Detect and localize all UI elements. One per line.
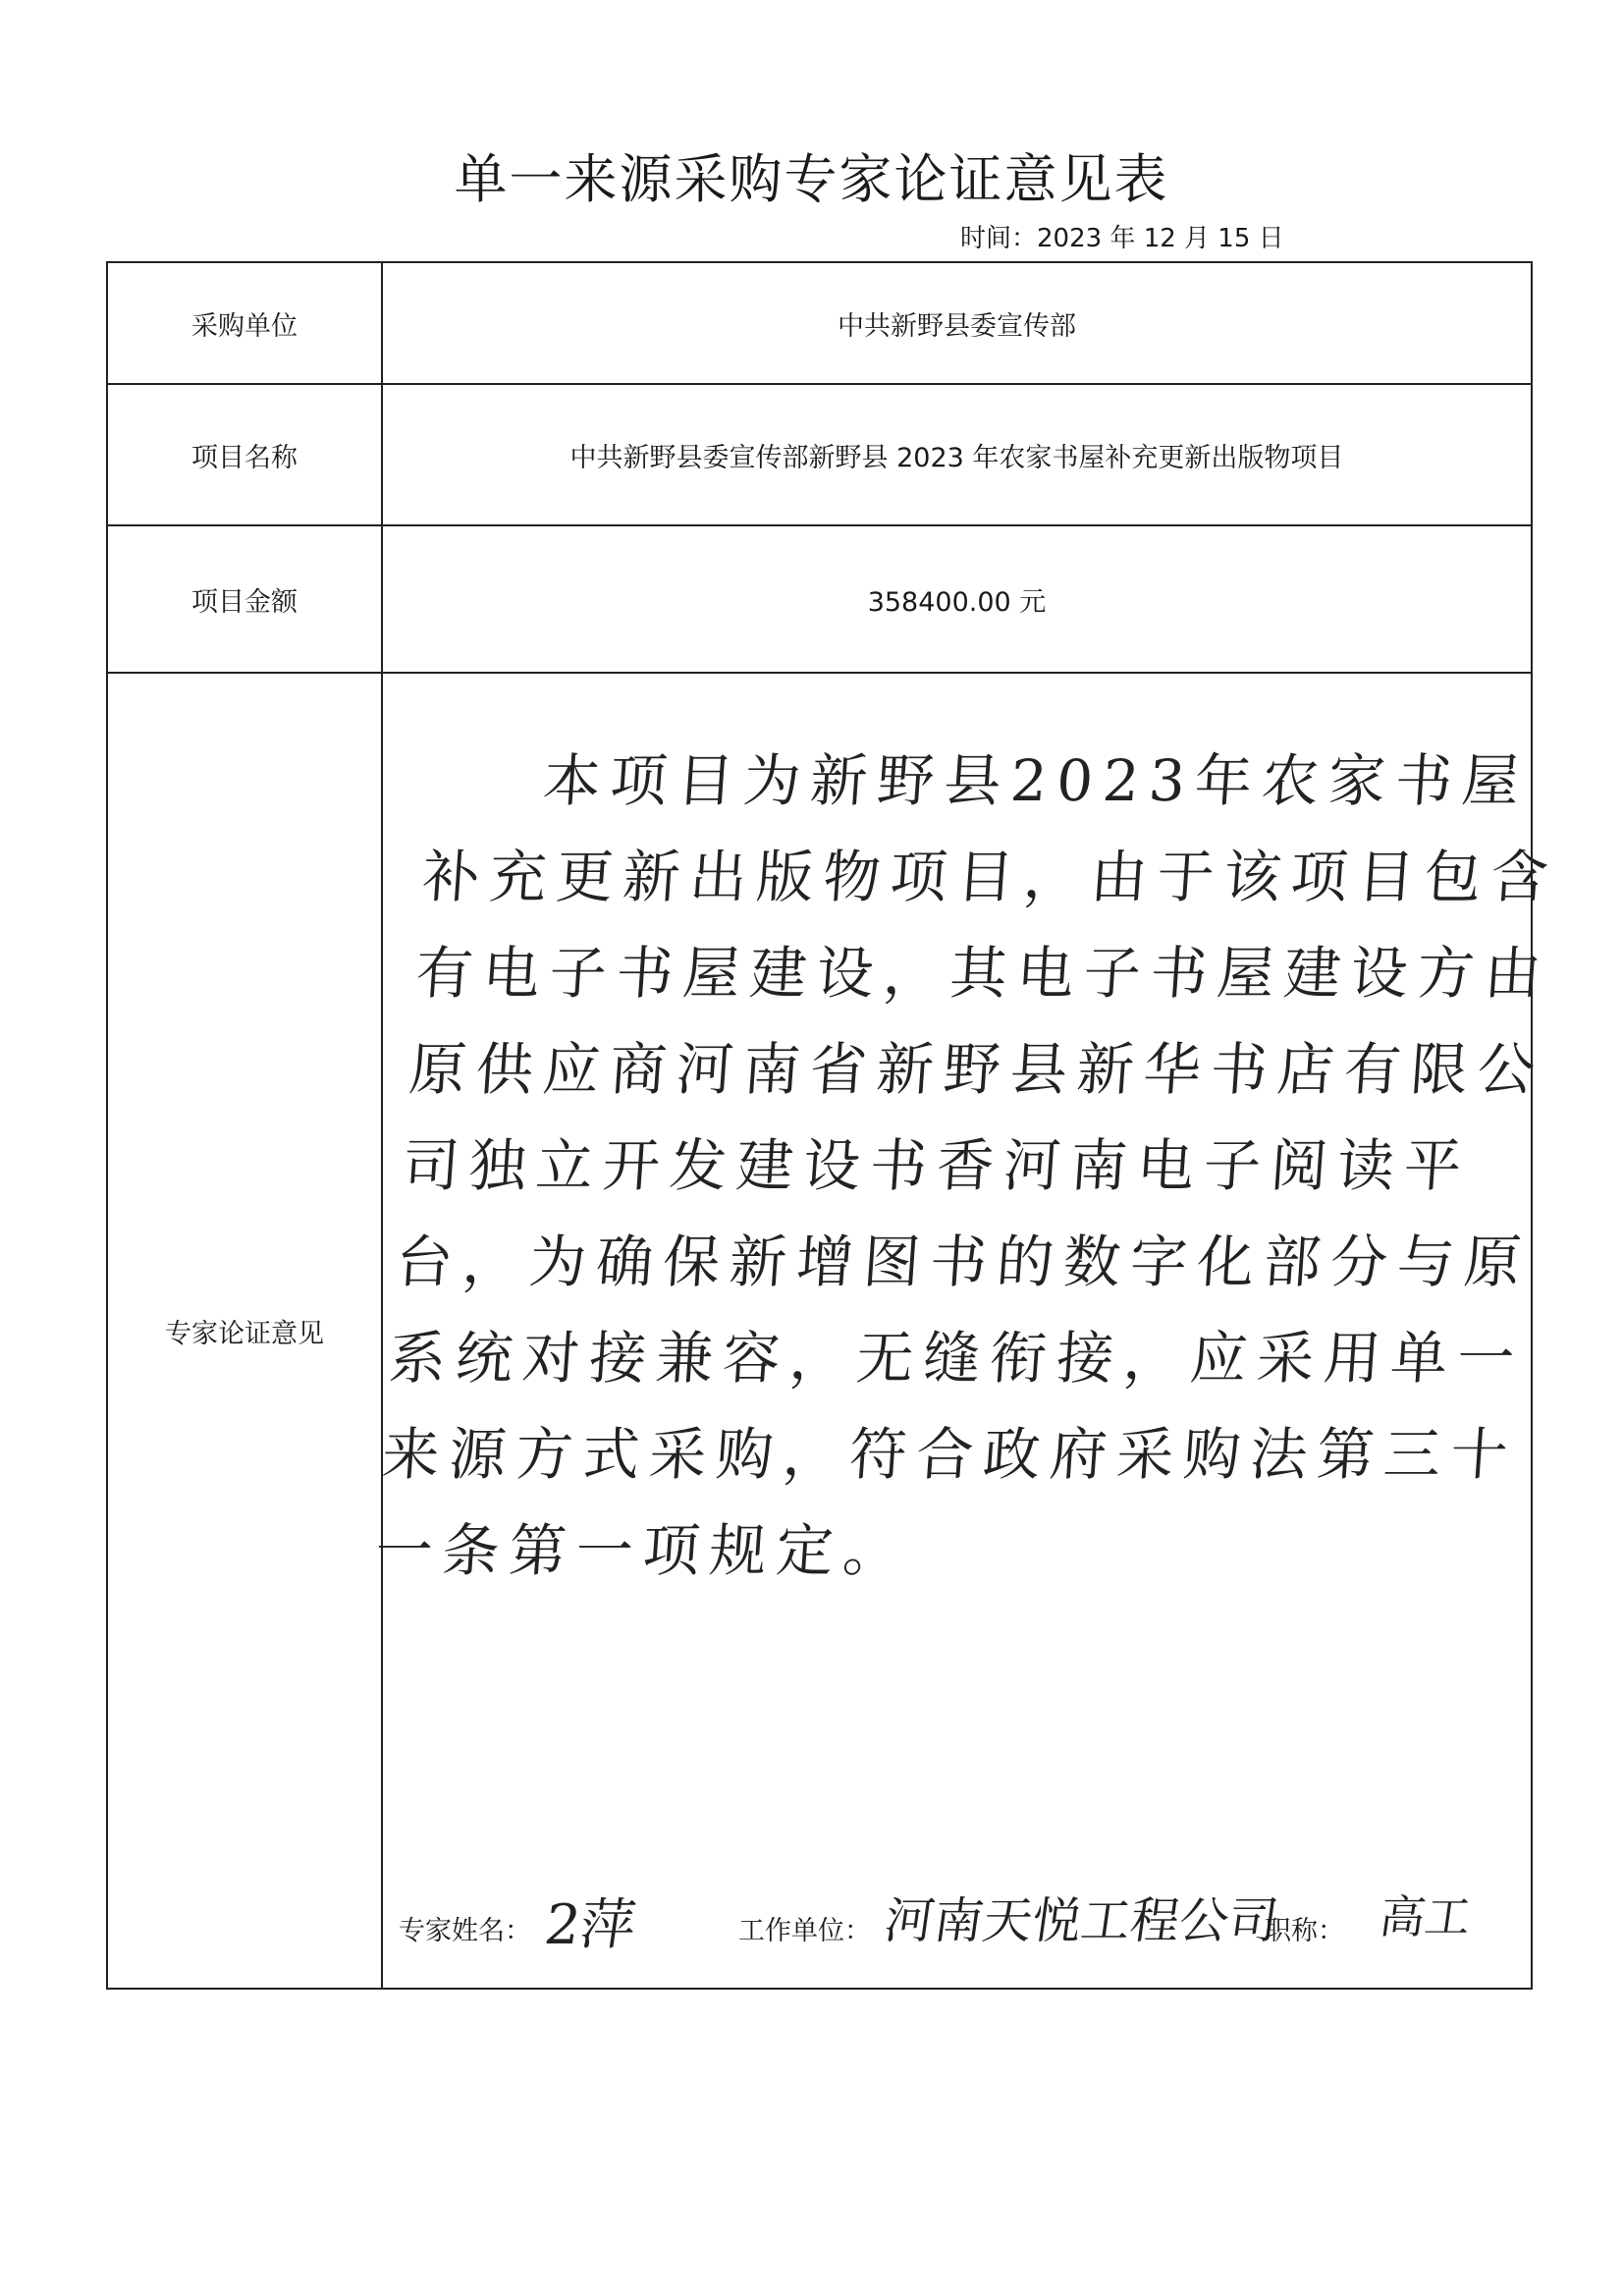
expert-name-signature: 2萍 — [540, 1893, 640, 1957]
table-row — [107, 384, 1532, 525]
document-title: 单一来源采购专家论证意见表 — [454, 148, 1169, 210]
job-title-handwritten: 高工 — [1376, 1890, 1475, 1943]
date-line: 时间：2023 年 12 月 15 日 — [960, 224, 1284, 253]
purchaser-value: 中共新野县委宣传部 — [382, 262, 1532, 384]
table-row — [107, 673, 1532, 1989]
expert-opinion-label: 专家论证意见 — [107, 673, 382, 1989]
purchaser-label: 采购单位 — [107, 262, 382, 384]
table-row — [107, 262, 1532, 384]
project-name-label: 项目名称 — [107, 384, 382, 525]
signature-row — [399, 1872, 1528, 1970]
project-amount-label: 项目金额 — [107, 525, 382, 673]
job-title-label: 职称： — [1265, 1916, 1344, 1946]
expert-opinion-cell — [373, 673, 1560, 1989]
project-name-value: 中共新野县委宣传部新野县 2023 年农家书屋补充更新出版物项目 — [382, 384, 1532, 525]
expert-name-label: 专家姓名： — [399, 1916, 531, 1946]
work-unit-label: 工作单位： — [738, 1916, 871, 1946]
work-unit-handwritten: 河南天悦工程公司 — [881, 1892, 1282, 1949]
table-row — [107, 525, 1532, 673]
opinion-form-table — [106, 261, 1560, 1990]
project-amount-value: 358400.00 元 — [382, 525, 1532, 673]
handwritten-opinion-text: 本项目为新野县2023年农家书屋补充更新出版物项目，由于该项目包含有电子书屋建设，其电子书屋建设方由原供应商河南省新野县新华书店有限公司独立开发建设书香河南电子阅读平台，为确保新增图书的数字化部分与原系统对接兼容，无缝衔接，应采用单一来源方式采购，符合政府采购法第三十一条第一项规定。 — [373, 747, 1560, 1584]
